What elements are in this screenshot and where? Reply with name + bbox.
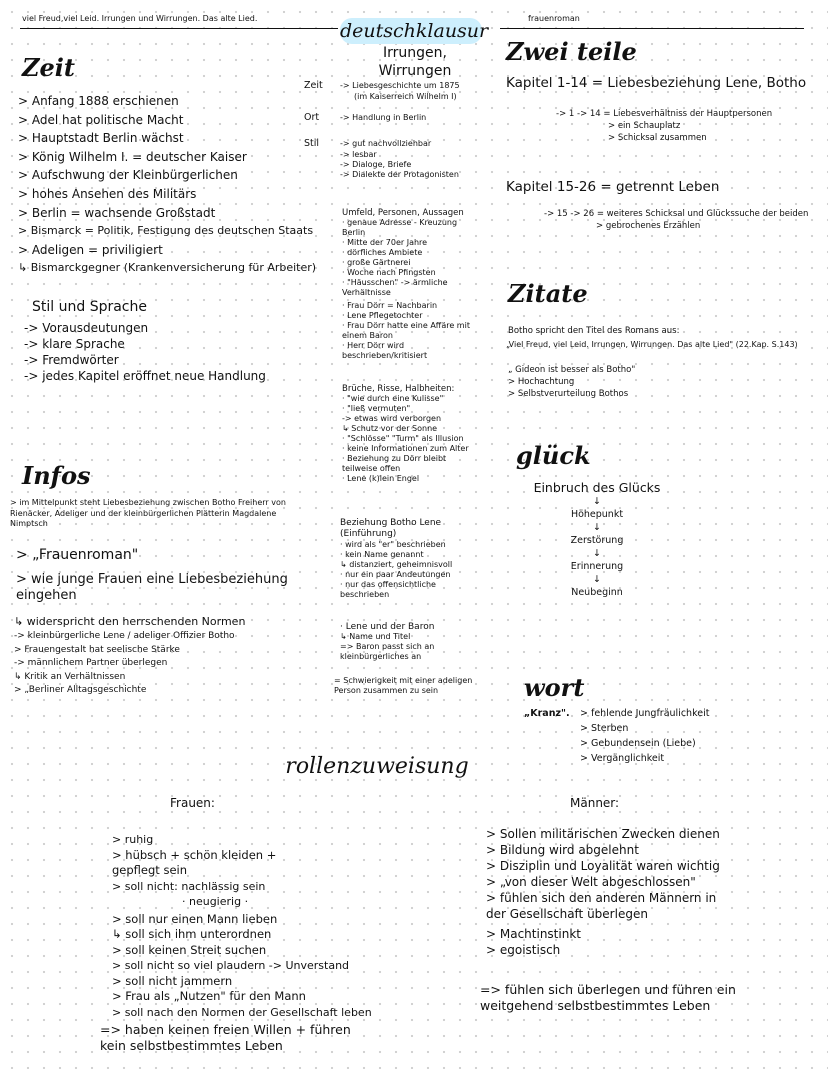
list-item: > ruhig	[112, 833, 154, 846]
list-item: -> Vorausdeutungen	[24, 321, 149, 335]
beziehung-block	[340, 518, 482, 600]
wort-heading: wort	[524, 673, 585, 702]
list-item: > Frau als „Nutzen" für den Mann	[112, 989, 306, 1003]
down-arrow-icon: ↓	[593, 574, 601, 585]
umfeld-block	[342, 208, 482, 361]
list-item: -> Fremdwörter	[24, 353, 119, 367]
frauen-heading: Frauen:	[170, 796, 215, 810]
row-text: -> gut nachvollziehbar	[340, 139, 432, 148]
maenner-fazit: => fühlen sich überlegen und führen ein weitgehend selbstbestimmtes Leben	[480, 982, 736, 1013]
list-item: ↳ distanziert, geheimnisvoll	[340, 560, 453, 569]
list-item: -> kleinbürgerliche Lene / adeliger Offizier Botho	[14, 631, 235, 641]
zitate-heading: Zitate	[508, 279, 588, 308]
kap2-list	[544, 208, 808, 232]
list-item: > Sollen militärischen Zwecken dienen	[486, 827, 720, 841]
list-item: > gebrochenes Erzählen	[596, 221, 701, 231]
infos-list	[14, 614, 245, 698]
list-item: · neugierig ·	[182, 895, 249, 908]
list-item: · Lene Pflegetochter	[342, 311, 423, 320]
brueche-block	[342, 384, 482, 484]
mitte-fazit: = Schwierigkeit mit einer adeligen Person zusammen zu sein	[334, 676, 473, 695]
zitate-list	[508, 364, 635, 400]
list-item: > Vergänglichkeit	[580, 753, 665, 764]
row-label: Zeit	[304, 80, 323, 91]
wort-list	[580, 706, 709, 766]
zitate-intro: Botho spricht den Titel des Romans aus:	[508, 326, 680, 336]
list-item: > Hauptstadt Berlin wächst	[18, 131, 184, 146]
page-subtitle: Irrungen, Wirrungen	[378, 45, 452, 79]
list-item: > Hochachtung	[508, 377, 575, 387]
zwei-teile-heading: Zwei teile	[506, 37, 637, 66]
list-item: · Lene und der Baron	[340, 622, 435, 632]
list-item: · genaue Adresse - Kreuzung Berlin	[342, 218, 458, 237]
list-item: ↳ Schutz vor der Sonne	[342, 424, 438, 433]
glueck-heading: glück	[516, 441, 591, 470]
list-item: > Sterben	[580, 723, 629, 734]
mitte-row-stil	[304, 138, 514, 180]
list-item: · keine Informationen zum Alter	[342, 444, 469, 453]
list-item: „ Gideon ist besser als Botho"	[508, 365, 636, 375]
row-text: -> lesbar	[340, 150, 377, 159]
list-item: -> klare Sprache	[24, 337, 125, 351]
row-text: -> Dialekte der Protagonisten	[340, 170, 459, 179]
list-item: · "wie durch eine Kulisse"	[342, 394, 444, 403]
stil-list	[24, 320, 266, 384]
mitte-row-zeit	[304, 80, 514, 102]
row-label: Ort	[304, 112, 320, 123]
list-item: > Gebundensein (Liebe)	[580, 738, 696, 749]
row-label: Stil	[304, 138, 320, 149]
list-item: -> jedes Kapitel eröffnet neue Handlung	[24, 369, 266, 383]
glueck-step: Erinnerung	[570, 561, 624, 572]
list-item: => Baron passt sich an kleinbürgerliches an	[340, 642, 435, 661]
list-item: > Adel hat politische Macht	[18, 112, 184, 127]
list-item: > hohes Ansehen des Militärs	[18, 186, 197, 201]
list-item: > Frauengestalt hat seelische Stärke	[14, 644, 180, 655]
list-item: > „Berliner Alltagsgeschichte	[14, 685, 147, 696]
maenner-heading: Männer:	[570, 796, 620, 810]
row-text: -> Dialoge, Briefe	[340, 160, 412, 169]
zeit-list	[18, 92, 316, 278]
glueck-step: Neubeginn	[571, 587, 623, 598]
baron-block	[340, 622, 482, 662]
list-item: -> 15 -> 26 = weiteres Schicksal und Glückssuche der beiden	[544, 209, 809, 219]
frauen-fazit: => haben keinen freien Willen + führen kein selbstbestimmtes Leben	[100, 1022, 351, 1053]
beziehung-heading: Beziehung Botho Lene (Einführung)	[340, 518, 442, 539]
list-item: > Aufschwung der Kleinbürgerlichen	[18, 168, 238, 183]
row-text: -> Handlung in Berlin	[340, 113, 427, 122]
umfeld-heading: Umfeld, Personen, Aussagen	[342, 208, 464, 218]
list-item: > soll nicht: nachlässig sein	[112, 879, 266, 893]
kap2-title: Kapitel 15-26 = getrennt Leben	[506, 179, 720, 195]
infos-lead: > im Mittelpunkt steht Liebesbeziehung zwischen Botho Freiherr von Rienäcker, Adeliger und der kleinbürgerlichen Plätterin Magdalene Nimptsch	[10, 498, 286, 528]
list-item: · kein Name genannt	[340, 550, 424, 559]
list-item: · nur ein paar Andeutungen	[340, 570, 451, 579]
glueck-flow	[522, 480, 672, 599]
down-arrow-icon: ↓	[593, 496, 601, 507]
list-item: > Bildung wird abgelehnt	[486, 843, 639, 857]
list-item: · große Gärtnerei	[342, 258, 411, 267]
rollen-heading: rollenzuweisung	[285, 754, 469, 779]
list-item: -> etwas wird verborgen	[342, 414, 442, 423]
kap1-list	[556, 108, 772, 144]
list-item: · Frau Dörr hatte eine Affäre mit einem Baron	[342, 321, 470, 340]
header-right-label: frauenroman	[528, 14, 580, 23]
list-item: · Woche nach Pfingsten	[342, 268, 436, 277]
header-quote: viel Freud,viel Leid. Irrungen und Wirrungen. Das alte Lied.	[22, 14, 258, 23]
header-rule-left	[20, 28, 338, 29]
down-arrow-icon: ↓	[593, 548, 601, 559]
list-item: > fehlende Jungfräulichkeit	[580, 708, 710, 719]
list-item: · Mitte der 70er Jahre	[342, 238, 428, 247]
glueck-step: Höhepunkt	[570, 509, 624, 520]
glueck-step: Zerstörung	[570, 535, 624, 546]
list-item: · "Häusschen" -> ärmliche Verhältnisse	[342, 278, 448, 297]
list-item: > „von dieser Welt abgeschlossen"	[486, 875, 696, 889]
brueche-heading: Brüche, Risse, Halbheiten:	[342, 384, 455, 394]
list-item: > soll nur einen Mann lieben	[112, 911, 278, 926]
list-item: > Adeligen = priviligiert	[18, 242, 163, 257]
list-item: > Bismarck = Politik, Festigung des deutschen Staats	[18, 224, 314, 238]
infos-heading: Infos	[22, 461, 91, 490]
list-item: > Disziplin und Loyalität waren wichtig	[486, 859, 720, 873]
stil-heading: Stil und Sprache	[32, 299, 147, 315]
infos-junge: > wie junge Frauen eine Liebesbeziehung eingehen	[16, 572, 288, 603]
list-item: · wird als "er" beschrieben	[340, 540, 446, 549]
list-item: > Selbstverurteilung Bothos	[508, 389, 629, 399]
list-item: · nur das offensichtliche beschrieben	[340, 580, 436, 599]
list-item: ↳ Kritik an Verhältnissen	[14, 671, 126, 682]
row-text: -> Liebesgeschichte um 1875	[340, 81, 460, 90]
header-rule-right	[500, 28, 804, 29]
list-item: · Frau Dörr = Nachbarin	[342, 301, 438, 310]
list-item: · Lene (k)lein Engel	[342, 474, 420, 483]
list-item: ↳ Name und Titel	[340, 632, 411, 641]
frauen-list	[112, 832, 392, 1020]
page-title: deutschklausur	[340, 20, 489, 42]
list-item: -> 1 -> 14 = Liebesverhältniss der Hauptpersonen	[556, 109, 773, 119]
mitte-row-ort	[304, 112, 514, 124]
list-item: -> männlichem Partner überlegen	[14, 658, 168, 669]
list-item: > Schicksal zusammen	[608, 133, 707, 143]
zeit-heading: Zeit	[22, 53, 75, 82]
list-item: > ein Schauplatz	[608, 121, 681, 131]
list-item: > Anfang 1888 erschienen	[18, 94, 179, 108]
down-arrow-icon: ↓	[593, 522, 601, 533]
infos-frauenroman: > „Frauenroman"	[16, 547, 139, 563]
list-item: > König Wilhelm I. = deutscher Kaiser	[18, 149, 247, 164]
list-item: > Machtinstinkt	[486, 927, 581, 941]
list-item: > Berlin = wachsende Großstadt	[18, 205, 216, 220]
kap1-title: Kapitel 1-14 = Liebesbeziehung Lene, Botho	[506, 75, 807, 91]
list-item: > soll nicht so viel plaudern -> Unverstand	[112, 959, 350, 972]
list-item: > fühlen sich den anderen Männern in der Gesellschaft überlegen	[486, 891, 717, 921]
glueck-start: Einbruch des Glücks	[533, 480, 661, 495]
list-item: ↳ widerspricht den herrschenden Normen	[14, 615, 246, 628]
list-item: ↳ soll sich ihm unterordnen	[112, 927, 272, 941]
row-text: (im Kaiserreich Wilhelm I)	[354, 92, 457, 101]
maenner-list	[486, 826, 786, 958]
list-item: · Herr Dörr wird beschrieben/kritisiert	[342, 341, 428, 360]
zitate-quote: „Viel Freud, viel Leid. Irrungen, Wirrungen. Das alte Lied" (22.Kap. S.143)	[506, 340, 798, 349]
list-item: > egoistisch	[486, 943, 561, 957]
list-item: ↳ Bismarckgegner (Krankenversicherung für Arbeiter)	[18, 261, 317, 275]
list-item: · dörfliches Ambiete	[342, 248, 423, 257]
list-item: · "Schlösse" "Turm" als Illusion	[342, 434, 464, 443]
list-item: · Beziehung zu Dörr bleibt teilweise offen	[342, 454, 447, 473]
wort-term: „Kranz".	[524, 708, 570, 719]
list-item: > soll nach den Normen der Gesellschaft leben	[112, 1005, 372, 1019]
list-item: > soll keinen Streit suchen	[112, 942, 267, 957]
list-item: > hübsch + schön kleiden + gepflegt sein	[112, 847, 277, 877]
list-item: · "ließ vermuten"	[342, 404, 411, 413]
list-item: > soll nicht jammern	[112, 973, 233, 988]
